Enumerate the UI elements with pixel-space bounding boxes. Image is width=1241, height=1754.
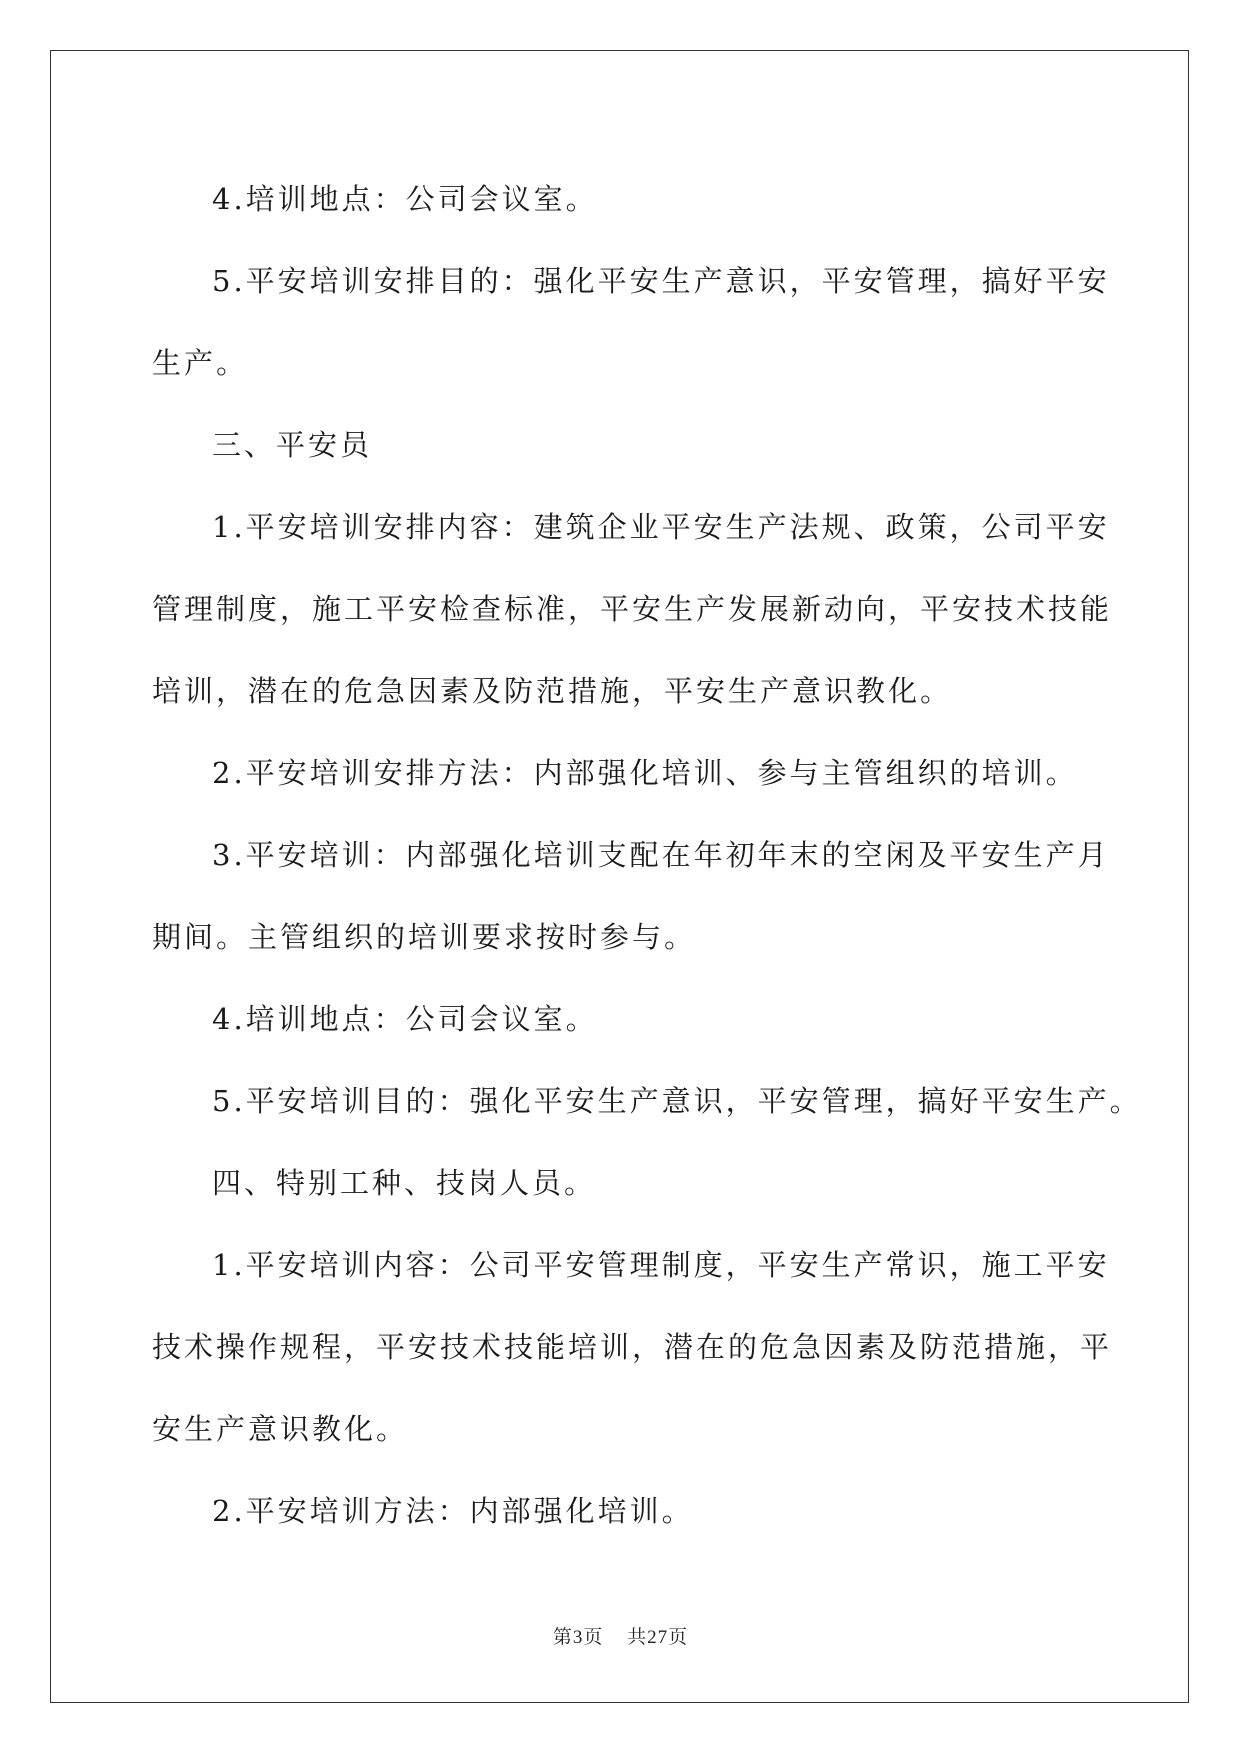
paragraph-line: 安生产意识教化。 xyxy=(152,1412,409,1446)
paragraph-line: 三、平安员 xyxy=(212,428,373,462)
document-body xyxy=(152,158,1142,1552)
paragraph-line: 1.平安培训内容：公司平安管理制度，平安生产常识，施工平安 xyxy=(212,1248,1110,1282)
paragraph-line: 2.平安培训安排方法：内部强化培训、参与主管组织的培训。 xyxy=(212,756,1078,790)
paragraph-line: 培训，潜在的危急因素及防范措施，平安生产意识教化。 xyxy=(152,674,953,708)
paragraph-line: 技术操作规程，平安技术技能培训，潜在的危急因素及防范措施，平 xyxy=(152,1330,1113,1364)
paragraph-line: 5.平安培训目的：强化平安生产意识，平安管理，搞好平安生产。 xyxy=(212,1084,1142,1118)
page-footer xyxy=(0,1622,1241,1649)
paragraph-line: 四、特别工种、技岗人员。 xyxy=(212,1166,597,1200)
page-number-current: 第3页 xyxy=(552,1627,604,1648)
paragraph-line: 3.平安培训：内部强化培训支配在年初年末的空闲及平安生产月 xyxy=(212,838,1110,872)
paragraph-line: 1.平安培训安排内容：建筑企业平安生产法规、政策，公司平安 xyxy=(212,510,1110,544)
paragraph-line: 4.培训地点：公司会议室。 xyxy=(212,1002,598,1036)
paragraph-line: 4.培训地点：公司会议室。 xyxy=(212,182,598,216)
paragraph-line: 生产。 xyxy=(152,346,249,380)
paragraph-line: 管理制度，施工平安检查标准，平安生产发展新动向，平安技术技能 xyxy=(152,592,1113,626)
paragraph-line: 2.平安培训方法：内部强化培训。 xyxy=(212,1494,694,1528)
paragraph-line: 5.平安培训安排目的：强化平安生产意识，平安管理，搞好平安 xyxy=(212,264,1110,298)
page-number-total: 共27页 xyxy=(627,1627,689,1648)
paragraph-line: 期间。主管组织的培训要求按时参与。 xyxy=(152,920,697,954)
